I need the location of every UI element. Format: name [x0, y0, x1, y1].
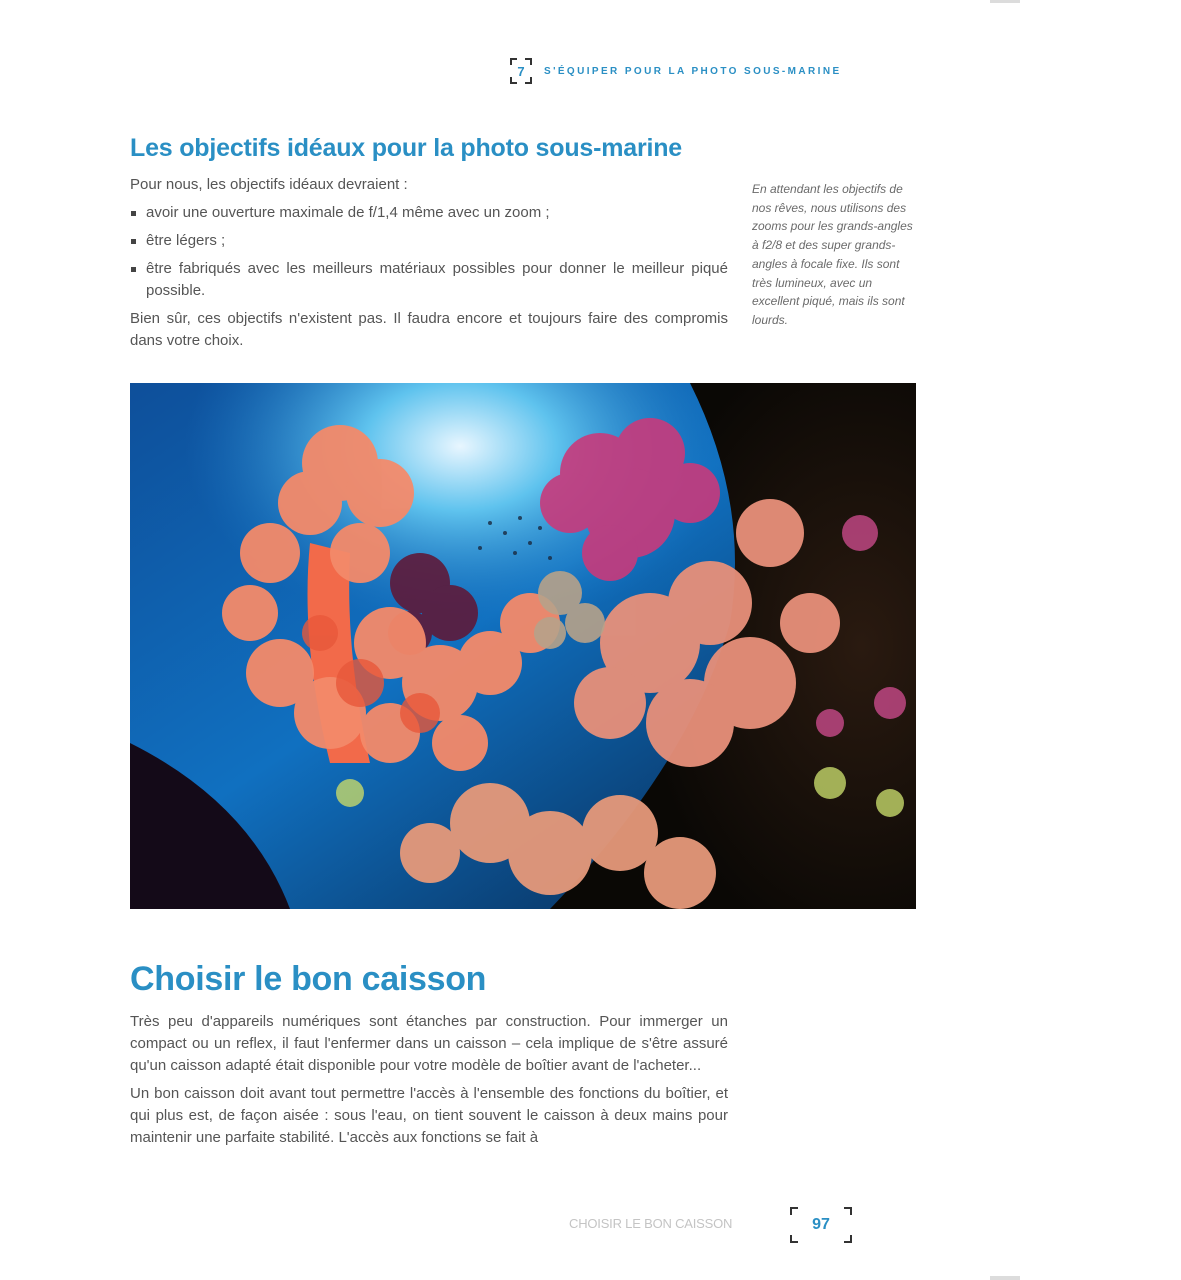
section-body: [130, 174, 728, 358]
bullet-list: [130, 202, 728, 302]
crop-mark-bottom: [990, 1276, 1020, 1280]
running-header: [510, 56, 842, 86]
page-number-box: [790, 1207, 852, 1243]
margin-note: En attendant les objectifs de nos rêves, nous utilisons des zooms pour les grands-angles à f2/8 et des super grands-angles à focale fixe. Ils sont très lumineux, avec un excellent piqué, mais ils sont lourds.: [752, 182, 913, 327]
list-item: être fabriqués avec les meilleurs matériaux possibles pour donner le meilleur piqué possible.: [130, 258, 728, 302]
paragraph: Très peu d'appareils numériques sont étanches par construction. Pour immerger un compact ou un reflex, il faut l'enfermer dans un caisson – cela implique de s'être assuré qu'un caisson adapté était disponible pour votre modèle de boîtier avant de l'acheter...: [130, 1013, 728, 1074]
list-item: avoir une ouverture maximale de f/1,4 même avec un zoom ;: [130, 202, 728, 224]
chapter-body: [130, 1011, 728, 1155]
running-footer-title: CHOISIR LE BON CAISSON: [569, 1216, 733, 1231]
crop-mark-top: [990, 0, 1020, 3]
section-closing: Bien sûr, ces objectifs n'existent pas. Il faudra encore et toujours faire des compromis dans votre choix.: [130, 310, 728, 349]
page-number: 97: [812, 1216, 830, 1233]
paragraph: Un bon caisson doit avant tout permettre l'accès à l'ensemble des fonctions du boîtier, et qui plus est, de façon aisée : sous l'eau, on tient souvent le caisson à deux mains pour maintenir une parfaite stabilité. L'accès aux fonctions se fait à: [130, 1085, 728, 1146]
chapter-header-title: S'ÉQUIPER POUR LA PHOTO SOUS-MARINE: [544, 65, 842, 77]
chapter-title: Choisir le bon caisson: [130, 960, 487, 998]
coral-reef-photo: [130, 383, 916, 909]
list-item: être légers ;: [130, 230, 728, 252]
section-intro: Pour nous, les objectifs idéaux devraient :: [130, 176, 408, 193]
chapter-number: 7: [517, 63, 525, 79]
section-title: Les objectifs idéaux pour la photo sous-marine: [130, 134, 683, 162]
chapter-number-box: [510, 58, 532, 84]
